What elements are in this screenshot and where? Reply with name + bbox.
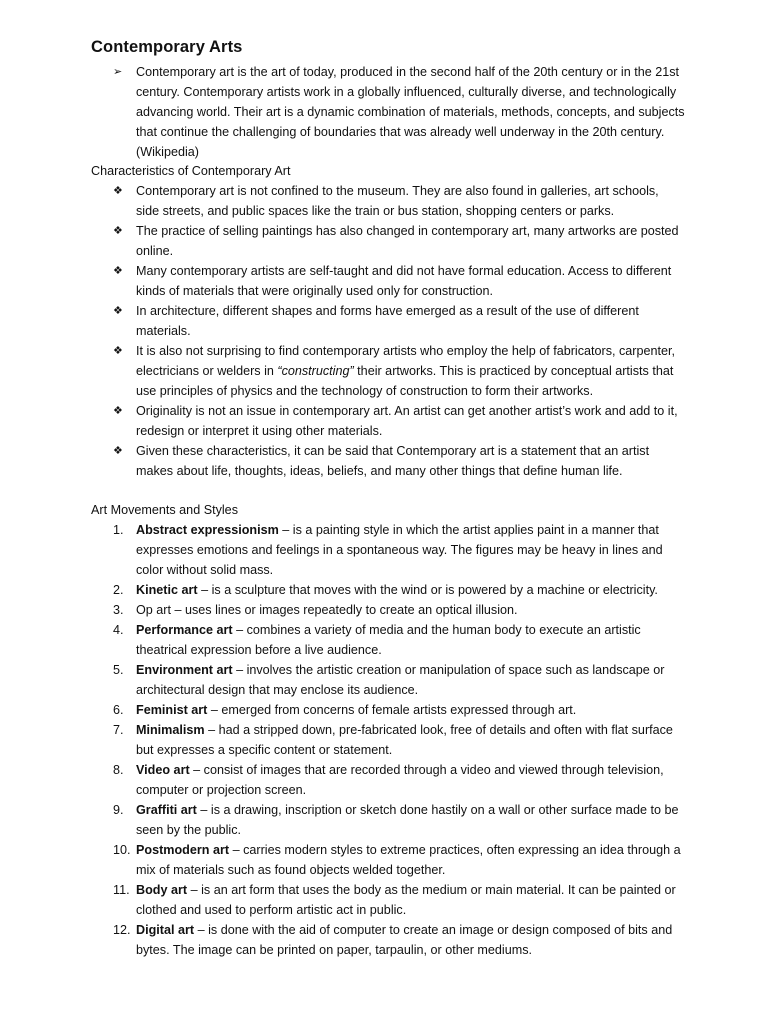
list-item-text <box>136 920 685 960</box>
characteristics-heading: Characteristics of Contemporary Art <box>91 164 291 178</box>
page-title: Contemporary Arts <box>91 38 243 56</box>
movement-description: – is done with the aid of computer to create an image or design composed of bits and bytes. The image can be printed on paper, tarpaulin, or other mediums. <box>136 923 673 957</box>
diamond-bullet-icon: ❖ <box>113 445 123 457</box>
item-number: 5. <box>113 663 124 677</box>
list-item-text: Originality is not an issue in contemporary art. An artist can get another artist’s work and add to it, redesign or interpret it using other materials. <box>136 404 678 438</box>
list-item-text: In architecture, different shapes and forms have emerged as a result of the use of different materials. <box>136 304 639 338</box>
list-item-text: Given these characteristics, it can be said that Contemporary art is a statement that an artist makes about life, thoughts, ideas, beliefs, and many other things that define human life. <box>136 444 650 478</box>
diamond-bullet-icon: ❖ <box>113 305 123 317</box>
item-number: 10. <box>113 843 131 857</box>
characteristics-list <box>113 181 685 481</box>
list-item-text: Contemporary art is not confined to the museum. They are also found in galleries, art schools, side streets, and public spaces like the train or bus station, shopping centers or parks. <box>136 184 659 218</box>
list-item-text <box>136 760 685 800</box>
diamond-bullet-icon: ❖ <box>113 225 123 237</box>
list-item <box>113 720 685 760</box>
movement-term: Digital art <box>136 923 195 937</box>
movement-description: – is a painting style in which the artist applies paint in a manner that expresses emotions and feelings in a spontaneous way. The figures may be heavy in lines and color without solid mass. <box>136 523 663 577</box>
intro-item <box>113 62 685 162</box>
movement-description: Op art – uses lines or images repeatedly to create an optical illusion. <box>136 603 518 617</box>
list-item <box>113 520 685 580</box>
movement-description: – carries modern styles to extreme practices, often expressing an idea through a mix of materials such as found objects welded together. <box>136 843 681 877</box>
list-item <box>113 261 685 301</box>
movement-description: – is a sculpture that moves with the wind or is powered by a machine or electricity. <box>197 583 658 597</box>
list-item <box>113 760 685 800</box>
list-item <box>113 800 685 840</box>
item-number: 3. <box>113 603 124 617</box>
movement-term: Minimalism <box>136 723 205 737</box>
movement-description: – involves the artistic creation or manipulation of space such as landscape or architectural design that may enclose its audience. <box>136 663 665 697</box>
list-item <box>113 600 685 620</box>
list-item-text <box>136 580 685 600</box>
movement-description: – had a stripped down, pre-fabricated look, free of details and often with flat surface but expresses a specific content or statement. <box>136 723 673 757</box>
intro-text: Contemporary art is the art of today, produced in the second half of the 20th century or in the 21st century. Contemporary artists work in a globally influenced, culturally diverse, and technologically advancing world. Their art is a dynamic combination of materials, methods, concepts, and subjects that continue the challenging of boundaries that was already well underway in the 20th century. (Wikipedia) <box>136 65 685 159</box>
movement-term: Kinetic art <box>136 583 198 597</box>
item-number: 1. <box>113 523 124 537</box>
item-number: 8. <box>113 763 124 777</box>
list-item <box>113 580 685 600</box>
list-item <box>113 441 685 481</box>
movement-description: – emerged from concerns of female artists expressed through art. <box>207 703 577 717</box>
movement-description: – is a drawing, inscription or sketch done hastily on a wall or other surface made to be seen by the public. <box>136 803 679 837</box>
movement-term: Performance art <box>136 623 233 637</box>
quoted-term: “constructing” <box>277 364 354 378</box>
diamond-bullet-icon: ❖ <box>113 405 123 417</box>
list-item-text: Many contemporary artists are self-taught and did not have formal education. Access to different kinds of materials that were originally used only for construction. <box>136 264 672 298</box>
movement-description: – is an art form that uses the body as the medium or main material. It can be painted or clothed and used to perform artistic act in public. <box>136 883 676 917</box>
diamond-bullet-icon: ❖ <box>113 345 123 357</box>
list-item <box>113 620 685 660</box>
movement-description: – consist of images that are recorded through a video and viewed through television, computer or projection screen. <box>136 763 664 797</box>
list-item <box>113 880 685 920</box>
item-number: 6. <box>113 703 124 717</box>
text-span: It is also not surprising to find contemporary artists who employ the help of fabricators, carpenter, electricians or welders in <box>136 344 675 378</box>
list-item-text <box>136 840 685 880</box>
diamond-bullet-icon: ❖ <box>113 185 123 197</box>
item-number: 2. <box>113 583 124 597</box>
movement-term: Body art <box>136 883 188 897</box>
list-item-text <box>136 620 685 660</box>
arrow-bullet-icon: ➢ <box>113 66 123 78</box>
movement-term: Environment art <box>136 663 233 677</box>
list-item-text <box>136 720 685 760</box>
list-item <box>113 301 685 341</box>
list-item-text <box>136 800 685 840</box>
movement-description: – combines a variety of media and the human body to execute an artistic theatrical expression before a live audience. <box>136 623 641 657</box>
movements-list <box>113 520 685 960</box>
item-number: 11. <box>113 883 130 897</box>
movement-term: Video art <box>136 763 190 777</box>
movement-term: Feminist art <box>136 703 208 717</box>
list-item <box>113 401 685 441</box>
list-item-text <box>136 660 685 700</box>
list-item <box>113 920 685 960</box>
list-item <box>113 700 685 720</box>
item-number: 12. <box>113 923 131 937</box>
movements-heading: Art Movements and Styles <box>91 503 238 517</box>
list-item <box>113 181 685 221</box>
item-number: 4. <box>113 623 124 637</box>
list-item <box>113 221 685 261</box>
list-item-text <box>136 341 685 401</box>
diamond-bullet-icon: ❖ <box>113 265 123 277</box>
list-item <box>113 840 685 880</box>
item-number: 9. <box>113 803 124 817</box>
list-item-text <box>136 600 685 620</box>
list-item-text <box>136 700 685 720</box>
text-span: their artworks. This is practiced by conceptual artists that use principles of physics and the technology of construction to form their artworks. <box>136 364 674 398</box>
movement-term: Postmodern art <box>136 843 230 857</box>
list-item-text: The practice of selling paintings has also changed in contemporary art, many artworks are posted online. <box>136 224 679 258</box>
list-item-text <box>136 880 685 920</box>
item-number: 7. <box>113 723 124 737</box>
movement-term: Graffiti art <box>136 803 197 817</box>
list-item-text <box>136 520 685 580</box>
movement-term: Abstract expressionism <box>136 523 279 537</box>
list-item <box>113 341 685 401</box>
list-item <box>113 660 685 700</box>
